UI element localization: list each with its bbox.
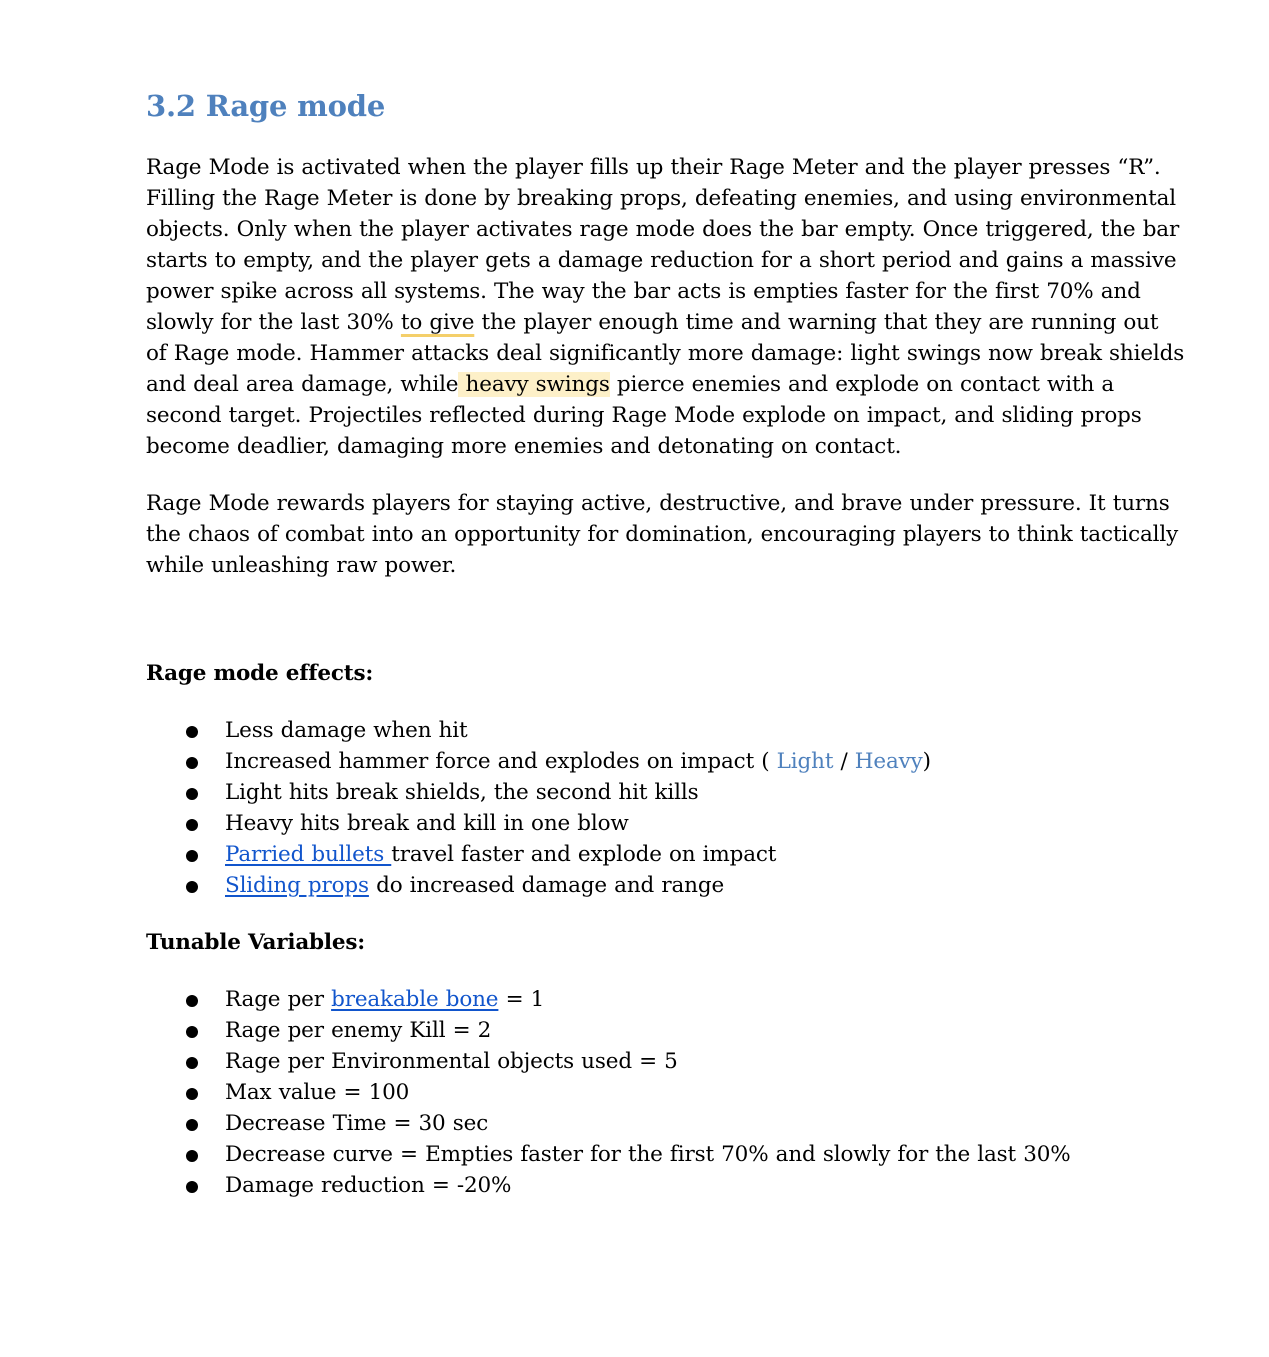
bullet-icon xyxy=(186,1088,198,1100)
list-item-text: Rage per enemy Kill = 2 xyxy=(225,1018,492,1043)
list-item xyxy=(146,1170,1186,1201)
list-item xyxy=(146,839,1186,870)
list-item-text: do increased damage and range xyxy=(368,873,725,898)
bullet-icon xyxy=(186,819,198,831)
list-item-text: Decrease Time = 30 sec xyxy=(225,1111,489,1136)
list-item-text: Rage per xyxy=(225,987,332,1012)
bullet-icon xyxy=(186,1026,198,1038)
intro-paragraph xyxy=(146,152,1186,462)
variables-list xyxy=(146,984,1186,1201)
list-item xyxy=(146,984,1186,1015)
list-item-text: travel faster and explode on impact xyxy=(391,842,777,867)
heavy-link[interactable]: Heavy xyxy=(854,749,923,774)
variables-title: Tunable Variables: xyxy=(146,930,365,955)
section-heading: 3.2 Rage mode xyxy=(146,89,386,123)
list-item xyxy=(146,870,1186,901)
list-item-text: Increased hammer force and explodes on impact ( xyxy=(225,749,777,774)
list-item-separator: / xyxy=(833,749,855,774)
list-item-text: Rage per Environmental objects used = 5 xyxy=(225,1049,678,1074)
comment-underline[interactable]: to give xyxy=(400,310,475,335)
effects-title: Rage mode effects: xyxy=(146,661,374,686)
bullet-icon xyxy=(186,1119,198,1131)
bullet-icon xyxy=(186,726,198,738)
intro-text-3: pierce enemies and explode on contact with a second target. Projectiles reflected during Rage Mode explode on impact, and sliding props become deadlier, damaging more enemies and detonating on contact. xyxy=(146,372,1142,459)
bullet-icon xyxy=(186,788,198,800)
parried-bullets-link[interactable]: Parried bullets xyxy=(225,842,392,867)
bullet-icon xyxy=(186,995,198,1007)
bullet-icon xyxy=(186,757,198,769)
list-item xyxy=(146,1046,1186,1077)
list-item-text: Damage reduction = -20% xyxy=(225,1173,512,1198)
list-item-text: Light hits break shields, the second hit kills xyxy=(225,780,699,805)
breakable-bone-link[interactable]: breakable bone xyxy=(331,987,499,1012)
bullet-icon xyxy=(186,881,198,893)
light-link[interactable]: Light xyxy=(776,749,834,774)
summary-paragraph: Rage Mode rewards players for staying active, destructive, and brave under pressure. It turns the chaos of combat into an opportunity for domination, encouraging players to think tactically while unleashing raw power. xyxy=(146,491,1179,578)
list-item xyxy=(146,1077,1186,1108)
highlighted-text[interactable]: heavy swings xyxy=(458,372,610,397)
list-item-text: Decrease curve = Empties faster for the first 70% and slowly for the last 30% xyxy=(225,1142,1071,1167)
intro-text-2: the player enough time and warning that they are running out of Rage mode. Hammer attacks deal significantly more damage: light swings now break shields and deal area damage, while xyxy=(146,310,1185,397)
bullet-icon xyxy=(186,1181,198,1193)
list-item xyxy=(146,1139,1186,1170)
list-item xyxy=(146,777,1186,808)
list-item-text-end: ) xyxy=(922,749,931,774)
list-item-text: Less damage when hit xyxy=(225,718,468,743)
list-item-text: Max value = 100 xyxy=(225,1080,410,1105)
list-item xyxy=(146,715,1186,746)
list-item xyxy=(146,1108,1186,1139)
bullet-icon xyxy=(186,1150,198,1162)
intro-text-1: Rage Mode is activated when the player fills up their Rage Meter and the player presses “R”. Filling the Rage Meter is done by breaking props, defeating enemies, and using environmental objects. Only when the player activates rage mode does the bar empty. Once triggered, the bar starts to empty, and the player gets a damage reduction for a short period and gains a massive power spike across all systems. The way the bar acts is empties faster for the first 70% and slowly for the last 30% xyxy=(146,155,1180,335)
list-item xyxy=(146,1015,1186,1046)
list-item xyxy=(146,808,1186,839)
list-item-text: Heavy hits break and kill in one blow xyxy=(225,811,629,836)
bullet-icon xyxy=(186,850,198,862)
list-item-text-end: = 1 xyxy=(498,987,545,1012)
sliding-props-link[interactable]: Sliding props xyxy=(225,873,369,898)
document-page xyxy=(146,84,1186,1201)
list-item xyxy=(146,746,1186,777)
effects-list xyxy=(146,715,1186,901)
bullet-icon xyxy=(186,1057,198,1069)
